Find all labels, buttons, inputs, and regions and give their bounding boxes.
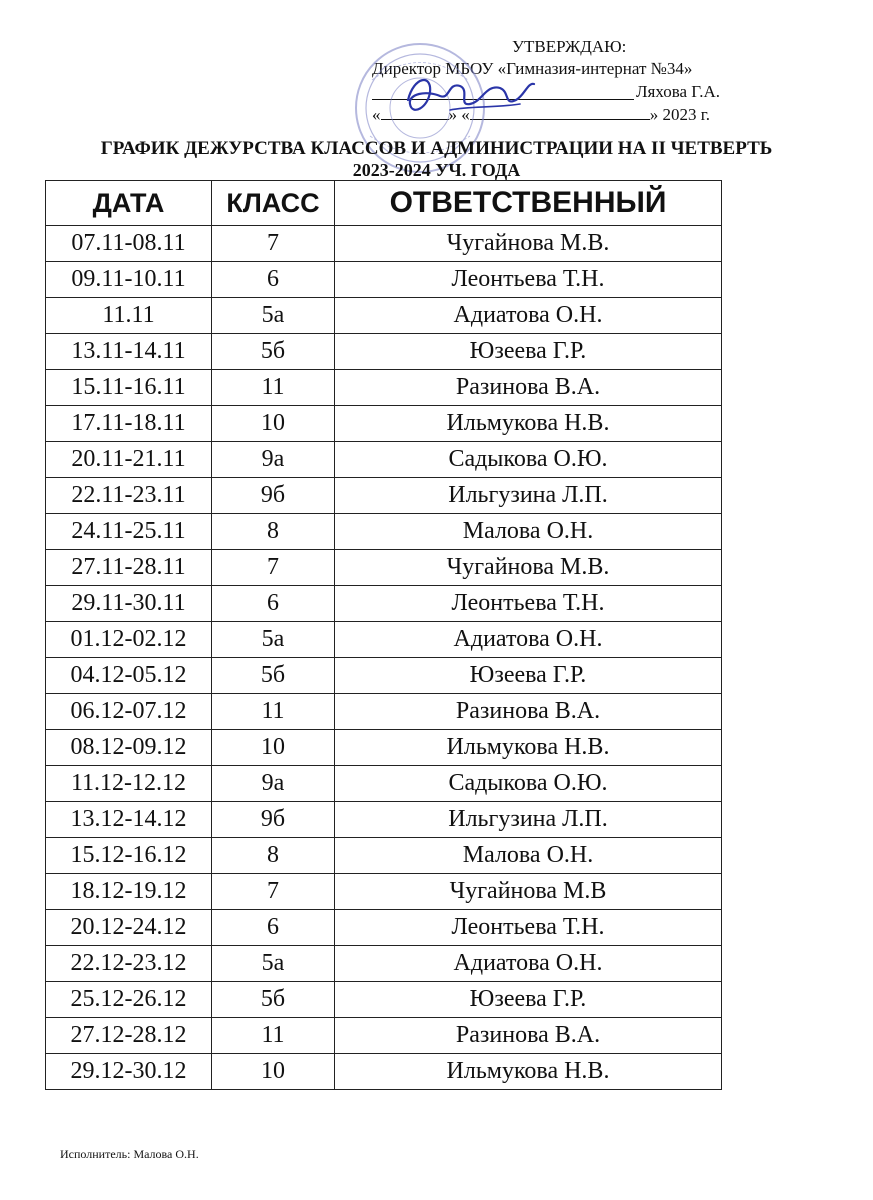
cell-responsible: Разинова В.А.: [335, 1018, 722, 1054]
cell-date: 25.12-26.12: [46, 982, 212, 1018]
cell-date: 27.11-28.11: [46, 550, 212, 586]
cell-responsible: Разинова В.А.: [335, 694, 722, 730]
table-row: [46, 838, 722, 874]
cell-date: 11.12-12.12: [46, 766, 212, 802]
cell-date: 15.11-16.11: [46, 370, 212, 406]
cell-date: 22.12-23.12: [46, 946, 212, 982]
cell-class: 8: [212, 514, 335, 550]
cell-class: 9а: [212, 766, 335, 802]
table-row: [46, 658, 722, 694]
table-row: [46, 766, 722, 802]
table-row: [46, 946, 722, 982]
cell-responsible: Адиатова О.Н.: [335, 622, 722, 658]
cell-class: 5а: [212, 298, 335, 334]
table-row: [46, 442, 722, 478]
cell-class: 9б: [212, 802, 335, 838]
cell-date: 07.11-08.11: [46, 226, 212, 262]
table-row: [46, 262, 722, 298]
cell-class: 8: [212, 838, 335, 874]
date-mid-quote: » «: [448, 105, 470, 124]
table-row: [46, 694, 722, 730]
table-row: [46, 622, 722, 658]
cell-class: 11: [212, 370, 335, 406]
cell-date: 29.11-30.11: [46, 586, 212, 622]
table-row: [46, 1054, 722, 1090]
document-subtitle: 2023-2024 УЧ. ГОДА: [352, 160, 521, 180]
cell-date: 18.12-19.12: [46, 874, 212, 910]
cell-class: 5а: [212, 946, 335, 982]
cell-date: 06.12-07.12: [46, 694, 212, 730]
cell-responsible: Леонтьева Т.Н.: [335, 910, 722, 946]
cell-class: 5а: [212, 622, 335, 658]
date-open-quote: «: [372, 105, 381, 124]
cell-class: 6: [212, 262, 335, 298]
cell-date: 13.12-14.12: [46, 802, 212, 838]
cell-date: 11.11: [46, 298, 212, 334]
cell-responsible: Чугайнова М.В: [335, 874, 722, 910]
table-row: [46, 226, 722, 262]
cell-responsible: Садыкова О.Ю.: [335, 442, 722, 478]
cell-date: 13.11-14.11: [46, 334, 212, 370]
cell-responsible: Юзеева Г.Р.: [335, 658, 722, 694]
cell-class: 11: [212, 1018, 335, 1054]
cell-responsible: Ильмукова Н.В.: [335, 730, 722, 766]
date-suffix: » 2023 г.: [649, 105, 711, 124]
cell-class: 9б: [212, 478, 335, 514]
table-header-row: [46, 181, 722, 226]
table-row: [46, 874, 722, 910]
cell-class: 6: [212, 586, 335, 622]
table-row: [46, 802, 722, 838]
cell-responsible: Чугайнова М.В.: [335, 550, 722, 586]
cell-responsible: Ильмукова Н.В.: [335, 1054, 722, 1090]
cell-responsible: Адиатова О.Н.: [335, 298, 722, 334]
cell-date: 24.11-25.11: [46, 514, 212, 550]
approval-title: УТВЕРЖДАЮ:: [512, 37, 627, 56]
cell-class: 7: [212, 226, 335, 262]
duty-schedule-table: [45, 180, 722, 1090]
cell-date: 17.11-18.11: [46, 406, 212, 442]
table-row: [46, 298, 722, 334]
cell-date: 22.11-23.11: [46, 478, 212, 514]
cell-date: 04.12-05.12: [46, 658, 212, 694]
director-name: Ляхова Г.А.: [636, 82, 720, 101]
table-row: [46, 1018, 722, 1054]
cell-class: 5б: [212, 334, 335, 370]
cell-date: 01.12-02.12: [46, 622, 212, 658]
table-row: [46, 730, 722, 766]
table-row: [46, 406, 722, 442]
cell-date: 15.12-16.12: [46, 838, 212, 874]
table-row: [46, 334, 722, 370]
table-row: [46, 982, 722, 1018]
header-date: ДАТА: [46, 181, 212, 226]
table-row: [46, 514, 722, 550]
cell-responsible: Чугайнова М.В.: [335, 226, 722, 262]
cell-class: 9а: [212, 442, 335, 478]
cell-class: 5б: [212, 658, 335, 694]
header-responsible: ОТВЕТСТВЕННЫЙ: [335, 181, 722, 226]
cell-class: 10: [212, 730, 335, 766]
cell-class: 11: [212, 694, 335, 730]
cell-class: 10: [212, 1054, 335, 1090]
cell-responsible: Юзеева Г.Р.: [335, 334, 722, 370]
table-row: [46, 370, 722, 406]
table-row: [46, 910, 722, 946]
cell-date: 29.12-30.12: [46, 1054, 212, 1090]
cell-class: 5б: [212, 982, 335, 1018]
cell-date: 20.11-21.11: [46, 442, 212, 478]
cell-responsible: Леонтьева Т.Н.: [335, 586, 722, 622]
executor-note: Исполнитель: Малова О.Н.: [60, 1147, 199, 1161]
cell-responsible: Леонтьева Т.Н.: [335, 262, 722, 298]
document-title: ГРАФИК ДЕЖУРСТВА КЛАССОВ И АДМИНИСТРАЦИИ НА II ЧЕТВЕРТЬ: [100, 138, 773, 159]
cell-responsible: Малова О.Н.: [335, 514, 722, 550]
cell-responsible: Адиатова О.Н.: [335, 946, 722, 982]
cell-responsible: Садыкова О.Ю.: [335, 766, 722, 802]
table-row: [46, 478, 722, 514]
cell-class: 10: [212, 406, 335, 442]
cell-responsible: Ильмукова Н.В.: [335, 406, 722, 442]
cell-responsible: Юзеева Г.Р.: [335, 982, 722, 1018]
cell-responsible: Разинова В.А.: [335, 370, 722, 406]
cell-class: 7: [212, 874, 335, 910]
director-position: Директор МБОУ «Гимназия-интернат №34»: [372, 59, 693, 78]
cell-date: 09.11-10.11: [46, 262, 212, 298]
cell-date: 27.12-28.12: [46, 1018, 212, 1054]
cell-responsible: Ильгузина Л.П.: [335, 802, 722, 838]
signature-icon: [400, 70, 540, 122]
cell-date: 20.12-24.12: [46, 910, 212, 946]
cell-class: 6: [212, 910, 335, 946]
cell-responsible: Малова О.Н.: [335, 838, 722, 874]
table-row: [46, 550, 722, 586]
cell-class: 7: [212, 550, 335, 586]
header-class: КЛАСС: [212, 181, 335, 226]
cell-responsible: Ильгузина Л.П.: [335, 478, 722, 514]
table-row: [46, 586, 722, 622]
cell-date: 08.12-09.12: [46, 730, 212, 766]
